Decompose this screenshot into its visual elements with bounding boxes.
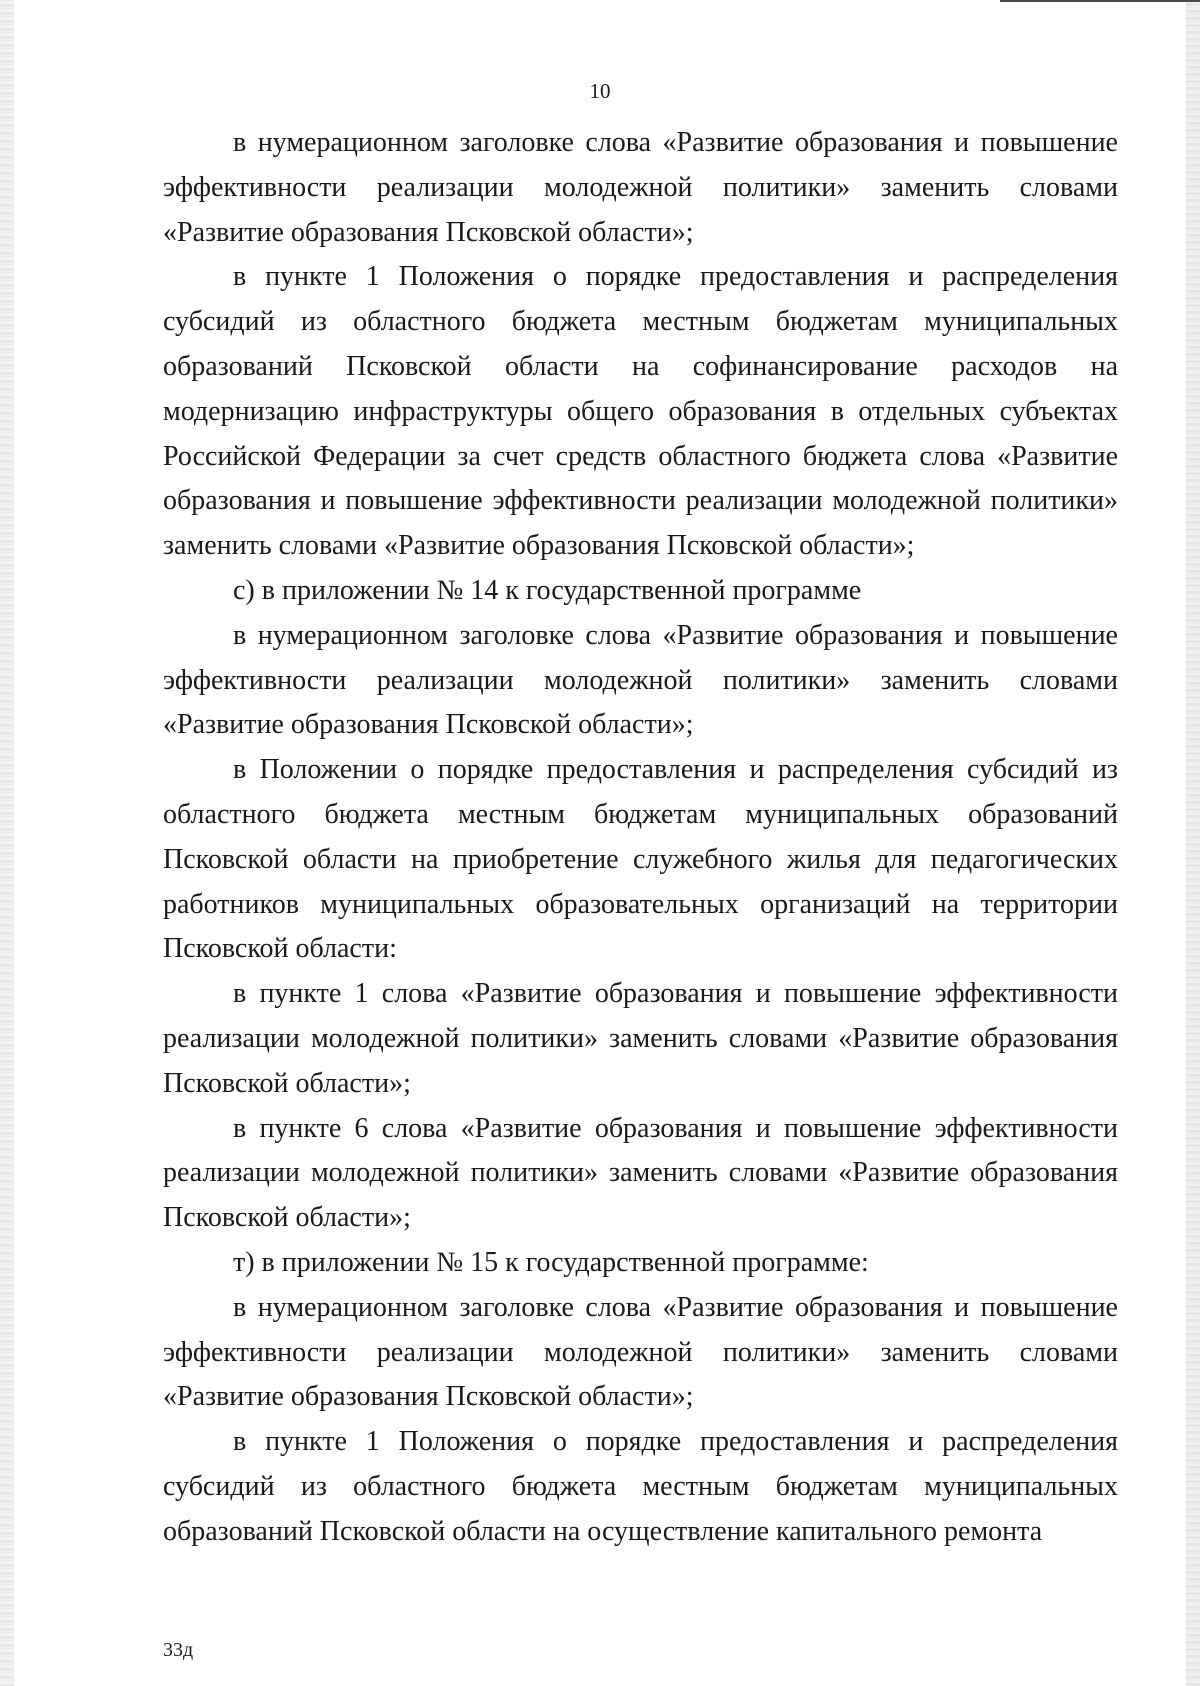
document-body [163,121,1118,1555]
paragraph: в пункте 1 Положения о порядке предоставления и распределения субсидий из областного бюджета местным бюджетам муниципальных образований Псковской области на софинансирование расходов на модернизацию инфраструктуры общего образования в отдельных субъектах Российской Федерации за счет средств областного бюджета слова «Развитие образования и повышение эффективности реализации молодежной политики» заменить словами «Развитие образования Псковской области»; [163,261,1118,562]
scan-edge-right [1186,0,1200,1686]
paragraph: в пункте 6 слова «Развитие образования и повышение эффективности реализации молодежной политики» заменить словами «Развитие образования Псковской области»; [163,1112,1118,1234]
scan-edge-left [0,0,14,1686]
paragraph: в нумерационном заголовке слова «Развитие образования и повышение эффективности реализации молодежной политики» заменить словами «Развитие образования Псковской области»; [163,127,1118,248]
footer-code: 33д [163,1639,194,1661]
paragraph: в пункте 1 Положения о порядке предоставления и распределения субсидий из областного бюджета местным бюджетам муниципальных образований Псковской области на осуществление капитального ремонта [163,1426,1118,1547]
scan-rule-top [1000,0,1200,2]
page-number: 10 [589,79,611,103]
paragraph: в нумерационном заголовке слова «Развитие образования и повышение эффективности реализации молодежной политики» заменить словами «Развитие образования Псковской области»; [163,1291,1118,1413]
paragraph: в нумерационном заголовке слова «Развитие образования и повышение эффективности реализации молодежной политики» заменить словами «Развитие образования Псковской области»; [163,619,1118,741]
paragraph: в пункте 1 слова «Развитие образования и повышение эффективности реализации молодежной политики» заменить словами «Развитие образования Псковской области»; [163,978,1118,1099]
paragraph: в Положении о порядке предоставления и распределения субсидий из областного бюджета местным бюджетам муниципальных образований Псковской области на приобретение служебного жилья для педагогических работников муниципальных образовательных организаций на территории Псковской области: [163,754,1118,965]
paragraph: т) в приложении № 15 к государственной программе: [233,1246,869,1278]
paragraph: с) в приложении № 14 к государственной программе [233,574,862,606]
